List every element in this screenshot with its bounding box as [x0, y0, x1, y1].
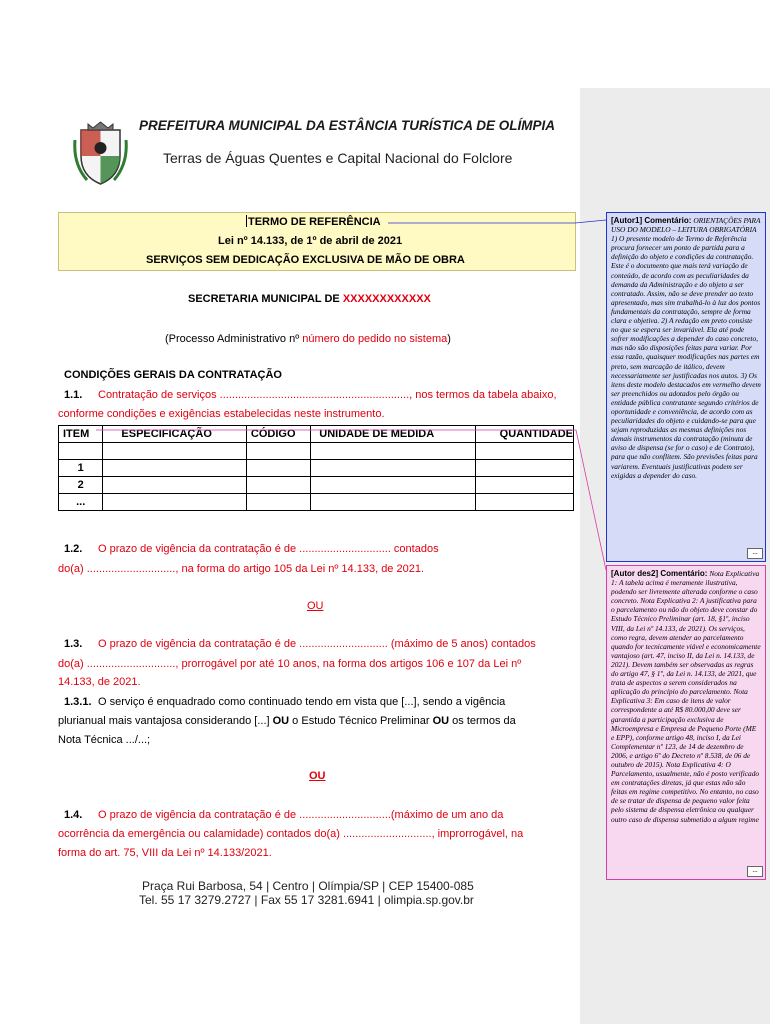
processo-prefix: (Processo Administrativo nº [165, 333, 303, 345]
reference-law: Lei nº 14.133, de 1º de abril de 2021 [218, 235, 403, 247]
connector-line-1 [388, 220, 606, 223]
ou-bold: OU [272, 715, 290, 727]
comment-author: [Autor des2] Comentário: [611, 569, 708, 578]
clause-text: O prazo de vigência da contratação é de ..............................(máximo de um ano da [98, 809, 504, 821]
reference-service-type: SERVIÇOS SEM DEDICAÇÃO EXCLUSIVA DE MÃO DE OBRA [146, 254, 465, 266]
comment-heading: Nota Explicativa 1: [611, 569, 760, 588]
clause-text: o Estudo Técnico Preliminar [289, 715, 433, 727]
comment-author: [Autor1] Comentário: [611, 216, 692, 225]
clause-text: Contratação de serviços .............................................................., nos termos da tabela abaixo, [98, 389, 557, 401]
processo-suffix: ) [447, 333, 451, 345]
more-button[interactable]: ... [747, 866, 763, 877]
comment-balloon-1[interactable] [606, 212, 766, 562]
reference-title-text: TERMO DE REFERÊNCIA [248, 216, 381, 228]
clause-text: O prazo de vigência da contratação é de ............................. (máximo de 5 anos) contados [98, 638, 536, 650]
more-button[interactable]: ... [747, 548, 763, 559]
header-title: PREFEITURA MUNICIPAL DA ESTÂNCIA TURÍSTICA DE OLÍMPIA [139, 118, 556, 133]
clause-number: 1.2. [64, 543, 83, 555]
clause-1-4-cont2: forma do art. 75, VIII da Lei nº 14.133/2021. [58, 847, 272, 859]
col-unidade: UNIDADE DE MEDIDA [311, 426, 475, 443]
clause-text: O prazo de vigência da contratação é de .............................. contados [98, 543, 439, 555]
item-number: ... [59, 494, 103, 511]
secretaria-name: XXXXXXXXXXXX [342, 293, 431, 305]
clause-text: plurianual mais vantajosa considerando [...] [58, 715, 273, 727]
comment-heading: ORIENTAÇÕES PARA USO DO MODELO – LEITURA OBRIGATÓRIA [611, 216, 761, 235]
processo-value: número do pedido no sistema [302, 333, 448, 345]
connector-line-2 [96, 430, 606, 570]
col-codigo: CÓDIGO [246, 426, 310, 443]
col-item: ITEM [59, 426, 103, 443]
clause-number: 1.3. [64, 638, 83, 650]
item-number: 2 [59, 477, 103, 494]
header-subtitle: Terras de Águas Quentes e Capital Nacional do Folclore [163, 150, 513, 166]
clause-number: 1.4. [64, 809, 83, 821]
footer-contact: Tel. 55 17 3279.2727 | Fax 55 17 3281.6941 | olimpia.sp.gov.br [139, 893, 474, 907]
comment-balloon-2[interactable] [606, 565, 766, 880]
comment-body: 1) O presente modelo de Termo de Referência procura fornecer um ponto de partida para a definição do objeto e condições da contratação. Este é o documento que mais terá variação de conteúdo, de acordo com as peculiaridades da demanda da Administração e do objeto a ser contratado. Assim, não se deve prender ao texto apresentado, mas sim trabalhá-lo à luz dos pontos fundamentais da contratação, sempre de forma clara e objetiva. 2) A redação em preto consiste no que se espera ser invariável. Ela até pode sofrer modificações a depender do caso concreto, mas não são disposições feitas para variar. Por essa razão, quaisquer modificações nas partes em preto, sem marcação de itálico, devem necessariamente ser justificadas nos autos. 3) Os itens deste modelo destacados em vermelho devem ser preenchidos ou adotados pelo órgão ou entidade pública contratante segundo critérios de oportunidade e conveniência, de acordo com as peculiaridades do objeto e cuidando-se para que sejam reproduzidas as mesmas definições nos demais instrumentos da contratação (minuta de aviso de dispensa (se for o caso) e de Contrato), para que não conflitem. São previsões feitas para variarem. Eventuais justificativas podem ser exigidas a depender do caso. [611, 234, 761, 480]
clause-1-3-cont2: 14.133, de 2021. [58, 676, 141, 688]
clause-number: 1.3.1. [64, 696, 92, 708]
clause-1-2-cont: do(a) ............................., na forma do artigo 105 da Lei nº 14.133, de 2021. [58, 563, 425, 575]
ou-bold: OU [432, 715, 450, 727]
alternative-ou-2: OU [309, 770, 326, 782]
conditions-title: CONDIÇÕES GERAIS DA CONTRATAÇÃO [64, 369, 282, 381]
comment-body: A tabela acima é meramente ilustrativa, podendo ser livremente alterada conforme o caso concreto. Nota Explicativa 2: A justificativa para o parcelamento ou não do objeto deve constar do Estudo Técnico Preliminar (art. 18, §1º, inciso VIII, da Lei nº 14.133, de 2021). Os serviços, como regra, devem atender ao parcelamento quando for tecnicamente viável e economicamente vantajoso (art. 47, inciso II, da Lei n. 14.133, de 2021). Devem também ser observadas as regras do artigo 47, § 1º, da Lei n. 14.133, de 2021, que trata de aspectos a serem considerados na aplicação do princípio do parcelamento. Nota Explicativa 3: Em caso de itens de valor correspondente a até R$ 80.000,00 deve ser garantida a participação exclusiva de Microempresa e Empresa de Pequeno Porte (ME e EPP), conforme artigo 48, inciso I, da Lei Complementar nº 123, de 14 de dezembro de 2006, e artigo 6º do Decreto nº 8.538, de 06 de outubro de 2015). Nota Explicativa 4: O Parcelamento, usualmente, não é posto verificado em contratações diretas, já que estas não são feitas em regime competitivo. No entanto, no caso de se tratar de dispensa de pequeno valor feita pelo sistema de dispensa eletrônica ou qualquer outro caso de dispensa submetido a algum regime [611, 578, 761, 824]
clause-number: 1.1. [64, 389, 83, 401]
clause-text: O serviço é enquadrado como continuado tendo em vista que [...], sendo a vigência [98, 696, 506, 708]
col-especificacao: ESPECIFICAÇÃO [103, 426, 247, 443]
col-quantidade: QUANTIDADE [475, 426, 573, 443]
item-number: 1 [59, 460, 103, 477]
secretaria-prefix: SECRETARIA MUNICIPAL DE [188, 293, 343, 305]
alternative-ou: OU [307, 600, 324, 612]
clause-1-3-cont1: do(a) ............................., prorrogável por até 10 anos, na forma dos artigos 106 e 107 da Lei nº [58, 658, 522, 670]
clause-text: os termos da [449, 715, 516, 727]
clause-1-1-cont: conforme condições e exigências estabelecidas neste instrumento. [58, 408, 385, 420]
footer-address: Praça Rui Barbosa, 54 | Centro | Olímpia/SP | CEP 15400-085 [142, 879, 474, 893]
clause-1-4-cont1: ocorrência da emergência ou calamidade) contados do(a) ............................., improrrogável, na [58, 828, 524, 840]
clause-1-3-1-cont2: Nota Técnica .../...; [58, 734, 151, 746]
